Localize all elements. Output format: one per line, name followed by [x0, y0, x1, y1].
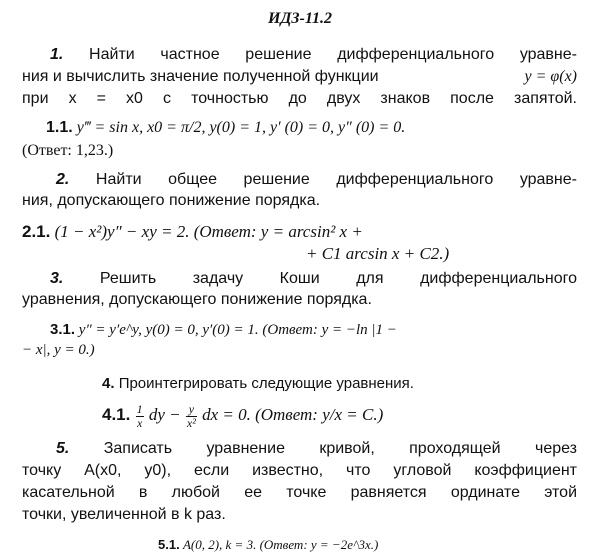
problem-2-1-text-1: (1 − x²)y″ − xy = 2. (Ответ: y = arcsin² x +: [54, 222, 363, 241]
task1-text-2: ния и вычислить значение полученной функции: [22, 68, 379, 85]
task5-text-1: Записать уравнение кривой, проходящей через: [103, 440, 577, 457]
task3-line1: [22, 271, 577, 287]
problem-4-1: [102, 403, 383, 429]
task3-number: 3.: [50, 270, 64, 287]
task1-text-1: Найти частное решение дифференциального уравне-: [89, 46, 577, 63]
task3-text-1: Решить задачу Коши для дифференциального: [99, 270, 577, 287]
task4-line: [102, 376, 414, 391]
task3-text-2: уравнения, допускающего понижение порядка.: [22, 291, 372, 308]
problem-1-1-text: y‴ = sin x, x0 = π/2, y(0) = 1, y′ (0) = 0, y″ (0) = 0.: [76, 119, 406, 136]
fraction-1: $\frac{1}{x}$: [136, 402, 143, 430]
problem-1-1: [46, 120, 405, 136]
problem-1-1-answer: (Ответ: 1,23.): [22, 142, 114, 159]
task5-line1: [22, 441, 577, 457]
task4-number: 4.: [102, 375, 115, 392]
problem-3-1-text-2: − x|, y = 0.): [22, 342, 95, 358]
task1-text-3: при x = x0 с точностью до двух знаков после запятой.: [22, 90, 577, 107]
problem-4-1-tail: dx = 0. (Ответ: y/x = C.): [202, 405, 384, 424]
problem-5-1-number: 5.1.: [158, 537, 180, 552]
problem-4-1-number: 4.1.: [102, 405, 131, 424]
task4-text: Проинтегрировать следующие уравнения.: [118, 375, 414, 392]
task1-number: 1.: [50, 46, 64, 63]
document-title: ИДЗ-11.2: [268, 10, 332, 27]
problem-2-1-line1: [22, 223, 363, 240]
problem-3-1-text-1: y″ = y′e^y, y(0) = 0, y′(0) = 1. (Ответ: y = −ln |1 −: [78, 322, 397, 338]
problem-2-1-text-2: + C1 arcsin x + C2.): [306, 244, 450, 263]
task5-number: 5.: [56, 440, 70, 457]
problem-5-1: [158, 538, 378, 551]
task5-text-2: точку A(x0, y0), если известно, что угловой коэффициент: [22, 462, 577, 479]
problem-2-1-number: 2.1.: [22, 222, 51, 241]
task5-text-4: точки, увеличенной в k раз.: [22, 506, 226, 523]
fraction-2: $\frac{y}{\text{x²}}$: [186, 402, 196, 430]
task5-text-3: касательной в любой ее точке равняется ординате этой: [22, 484, 577, 501]
task1-line1: [22, 47, 577, 63]
problem-3-1-number: 3.1.: [50, 321, 76, 338]
task2-text-2: ния, допускающего понижение порядка.: [22, 192, 321, 209]
problem-3-1-line1: [50, 322, 397, 338]
task2-text-1: Найти общее решение дифференциального уравне-: [95, 171, 577, 188]
problem-5-1-text: A(0, 2), k = 3. (Ответ: y = −2e^3x.): [182, 537, 379, 552]
task2-number: 2.: [56, 171, 70, 188]
task1-line2: [22, 69, 577, 85]
problem-1-1-number: 1.1.: [46, 119, 73, 136]
task1-func: y = φ(x): [524, 68, 577, 85]
problem-4-1-mid: dy −: [148, 405, 181, 424]
task2-line1: [22, 172, 577, 188]
